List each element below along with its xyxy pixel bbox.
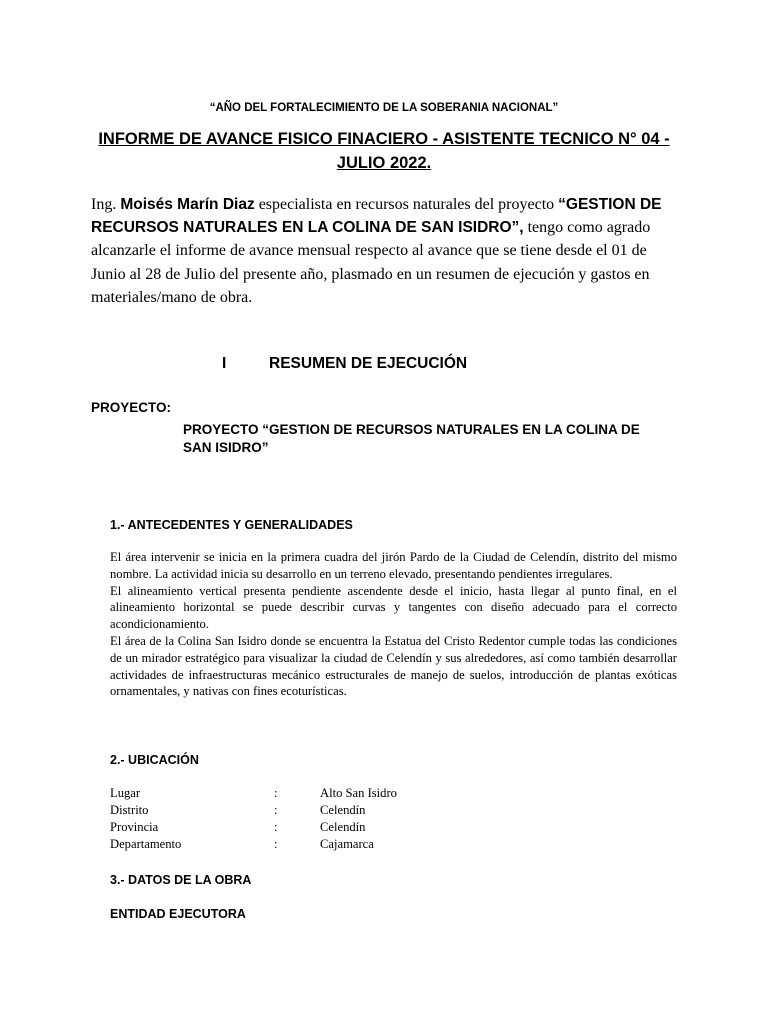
ubicacion-value: Cajamarca <box>320 837 374 851</box>
table-row <box>110 837 397 854</box>
ubicacion-separator: : <box>274 820 278 834</box>
ubicacion-separator: : <box>274 803 278 817</box>
national-motto: “AÑO DEL FORTALECIMIENTO DE LA SOBERANIA NACIONAL” <box>209 102 559 114</box>
report-title <box>40 127 728 175</box>
section-number: I <box>222 355 227 372</box>
ubicacion-value: Celendín <box>320 803 366 817</box>
antecedentes-paragraph-3: El área de la Colina San Isidro donde se encuentra la Estatua del Cristo Redentor cumple todas las condiciones de un mirador estratégico para visualizar la ciudad de Celendín y sus alrededores, así como también desarrollar actividades de infraestructuras mecánico estructurales de manejo de suelos, introducción de plantas exóticas ornamentales, y nativas con fines ecoturísticas. <box>110 633 677 699</box>
ubicacion-heading: 2.- UBICACIÓN <box>110 753 199 767</box>
antecedentes-paragraph-1: El área intervenir se inicia en la primera cuadra del jirón Pardo de la Ciudad de Celendín, distrito del mismo nombre. La actividad inicia su desarrollo en un terreno elevado, presentando pendientes irregulares. <box>110 550 677 581</box>
ubicacion-label: Distrito <box>110 803 149 817</box>
ubicacion-table <box>110 786 397 854</box>
table-row <box>110 786 397 803</box>
table-row <box>110 820 397 837</box>
antecedentes-body <box>110 549 677 700</box>
intro-text-1: especialista en recursos naturales del proyecto <box>254 196 559 213</box>
intro-prefix: Ing. <box>91 196 121 213</box>
intro-text-2: tengo como agrado alcanzarle el informe de avance mensual respecto al avance que se tiene desde el 01 de Junio al 28 de Julio del presente año, plasmado en un resumen de ejecución y gastos en materiales/mano de obra. <box>91 219 651 306</box>
author-name: Moisés Marín Diaz <box>120 196 255 213</box>
entidad-ejecutora-heading: ENTIDAD EJECUTORA <box>110 907 246 921</box>
project-title-inline: “GESTION DE RECURSOS NATURALES EN LA COLINA DE SAN ISIDRO”, <box>91 196 662 237</box>
section-title: RESUMEN DE EJECUCIÓN <box>269 355 468 372</box>
report-title-line1: INFORME DE AVANCE FISICO FINACIERO - ASISTENTE TECNICO N° 04 - <box>98 130 670 148</box>
ubicacion-value: Celendín <box>320 820 366 834</box>
report-title-line2: JULIO 2022. <box>336 154 432 172</box>
antecedentes-heading: 1.- ANTECEDENTES Y GENERALIDADES <box>110 518 353 532</box>
ubicacion-separator: : <box>274 837 278 851</box>
project-name: PROYECTO “GESTION DE RECURSOS NATURALES EN LA COLINA DE SAN ISIDRO” <box>183 422 640 455</box>
datos-obra-heading: 3.- DATOS DE LA OBRA <box>110 873 252 887</box>
ubicacion-label: Departamento <box>110 837 182 851</box>
ubicacion-label: Provincia <box>110 820 159 834</box>
ubicacion-value: Alto San Isidro <box>320 786 397 800</box>
antecedentes-paragraph-2: El alineamiento vertical presenta pendiente ascendente desde el inicio, hasta llegar al punto final, en el alineamiento horizontal se puede describir curvas y tangentes con diseño adecuado para el correcto acondicionamiento. <box>110 583 677 632</box>
ubicacion-separator: : <box>274 786 278 800</box>
table-row <box>110 803 397 820</box>
intro-paragraph <box>91 193 673 309</box>
project-label: PROYECTO: <box>91 400 172 415</box>
ubicacion-label: Lugar <box>110 786 141 800</box>
